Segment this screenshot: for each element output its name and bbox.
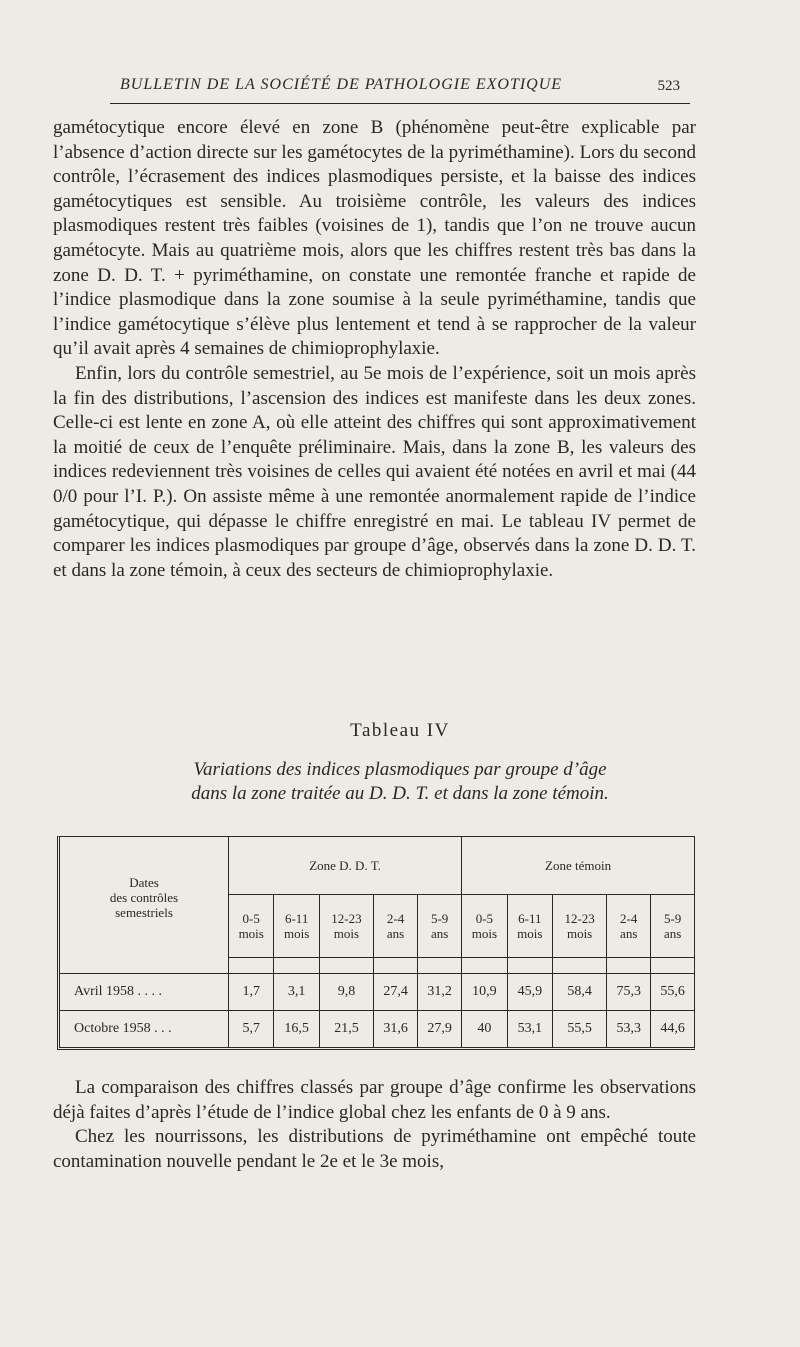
- paragraph-4: Chez les nourrissons, les distributions de pyriméthamine ont empêché toute contamination nouvelle pendant le 2e et le 3e mois,: [53, 1126, 696, 1172]
- age-header: 12-23 mois: [553, 895, 607, 958]
- table-cell: 9,8: [319, 973, 373, 1010]
- age-header: 0-5 mois: [462, 895, 507, 958]
- table-spacer-row: [60, 957, 694, 973]
- age-header: 5-9 ans: [651, 895, 694, 958]
- table-cell: 53,1: [507, 1010, 552, 1047]
- table-cell: 10,9: [462, 973, 507, 1010]
- zone-ddt-header: Zone D. D. T.: [229, 837, 462, 895]
- bottom-text: [53, 1076, 696, 1174]
- table-cell: 3,1: [274, 973, 319, 1010]
- table-row: [60, 1010, 694, 1047]
- paragraph-2: Enfin, lors du contrôle semestriel, au 5e mois de l’expérience, soit un mois après la fin des distributions, l’ascension des indices est manifeste dans les deux zones. Celle-ci est lente en zone A, où elle atteint des chiffres qui sont approximativement la moitié de ceux de l’enquête préliminaire. Mais, dans la zone B, les valeurs des indices redeviennent très voisines de celles qui avaient été notées en avril et mai (44 0/0 pour l’I. P.). On assiste même à une remontée anormalement rapide de l’indice gamétocytique, qui dépasse le chiffre enregistré en mai. Le tableau IV permet de comparer les indices plasmodiques par groupe d’âge, observés dans la zone D. D. T. et dans la zone témoin, à ceux des secteurs de chimioprophylaxie.: [53, 362, 696, 581]
- zone-temoin-header: Zone témoin: [462, 837, 694, 895]
- paragraph-1: gamétocytique encore élevé en zone B (phénomène peut-être explicable par l’absence d’action directe sur les gamétocytes de la pyriméthamine). Lors du second contrôle, l’écrasement des indices plasmodiques persiste, et la baisse des indices gamétocytiques est sensible. Au troisième contrôle, les valeurs des indices plasmodiques restent très faibles (voisines de 1), tandis que l’on ne trouve aucun gamétocyte. Mais au quatrième mois, alors que les chiffres restent très bas dans la zone D. D. T. + pyriméthamine, on constate une remontée franche et rapide de l’indice plasmodique dans la zone soumise à la seule pyriméthamine, tandis que l’indice gamétocytique s’élève plus lentement et tend à se rapprocher de la valeur qu’il avait après 4 semaines de chimioprophylaxie.: [53, 117, 696, 360]
- paragraph-3: La comparaison des chiffres classés par groupe d’âge confirme les observations déjà faites d’après l’étude de l’indice global chez les enfants de 0 à 9 ans.: [53, 1077, 696, 1123]
- page-number: 523: [657, 78, 680, 94]
- age-header: 6-11 mois: [274, 895, 319, 958]
- data-table: [57, 836, 695, 1050]
- table-cell: 58,4: [553, 973, 607, 1010]
- table-cell: 55,5: [553, 1010, 607, 1047]
- table-cell: 21,5: [319, 1010, 373, 1047]
- age-header: 5-9 ans: [418, 895, 462, 958]
- table-cell: 44,6: [660, 1020, 685, 1036]
- age-header: 12-23 mois: [319, 895, 373, 958]
- table-cell: 55,6: [651, 973, 694, 1010]
- age-header: 2-4 ans: [374, 895, 418, 958]
- table-cell: 40: [462, 1010, 507, 1047]
- journal-title: BULLETIN DE LA SOCIÉTÉ DE PATHOLOGIE EXOTIQUE: [120, 76, 563, 93]
- table-cell: 27,4: [374, 973, 418, 1010]
- table-cell: 31,6: [374, 1010, 418, 1047]
- table-subtitle: [0, 758, 800, 806]
- header-rule: [110, 103, 690, 104]
- age-header: 6-11 mois: [507, 895, 552, 958]
- row-label: Avril 1958 . . . .: [60, 973, 229, 1010]
- row-label: Octobre 1958 . . .: [60, 1010, 229, 1047]
- table-cell: 31,2: [418, 973, 462, 1010]
- dates-header: Dates des contrôles semestriels: [60, 837, 229, 957]
- table-cell: 45,9: [507, 973, 552, 1010]
- table-caption: Tableau IV: [350, 720, 450, 741]
- top-text: [53, 116, 696, 583]
- table-cell: 27,9: [418, 1010, 462, 1047]
- table-row: [60, 973, 694, 1010]
- table-cell: 1,7: [229, 973, 274, 1010]
- table-cell: 16,5: [274, 1010, 319, 1047]
- age-header: 0-5 mois: [229, 895, 274, 958]
- table-cell: 53,3: [607, 1010, 651, 1047]
- table-subtitle-line-2: dans la zone traitée au D. D. T. et dans la zone témoin.: [191, 783, 609, 804]
- age-header: 2-4 ans: [607, 895, 651, 958]
- table-cell: 75,3: [607, 973, 651, 1010]
- table-cell: 5,7: [229, 1010, 274, 1047]
- running-header: [120, 76, 680, 100]
- table-subtitle-line-1: Variations des indices plasmodiques par groupe d’âge: [193, 759, 607, 780]
